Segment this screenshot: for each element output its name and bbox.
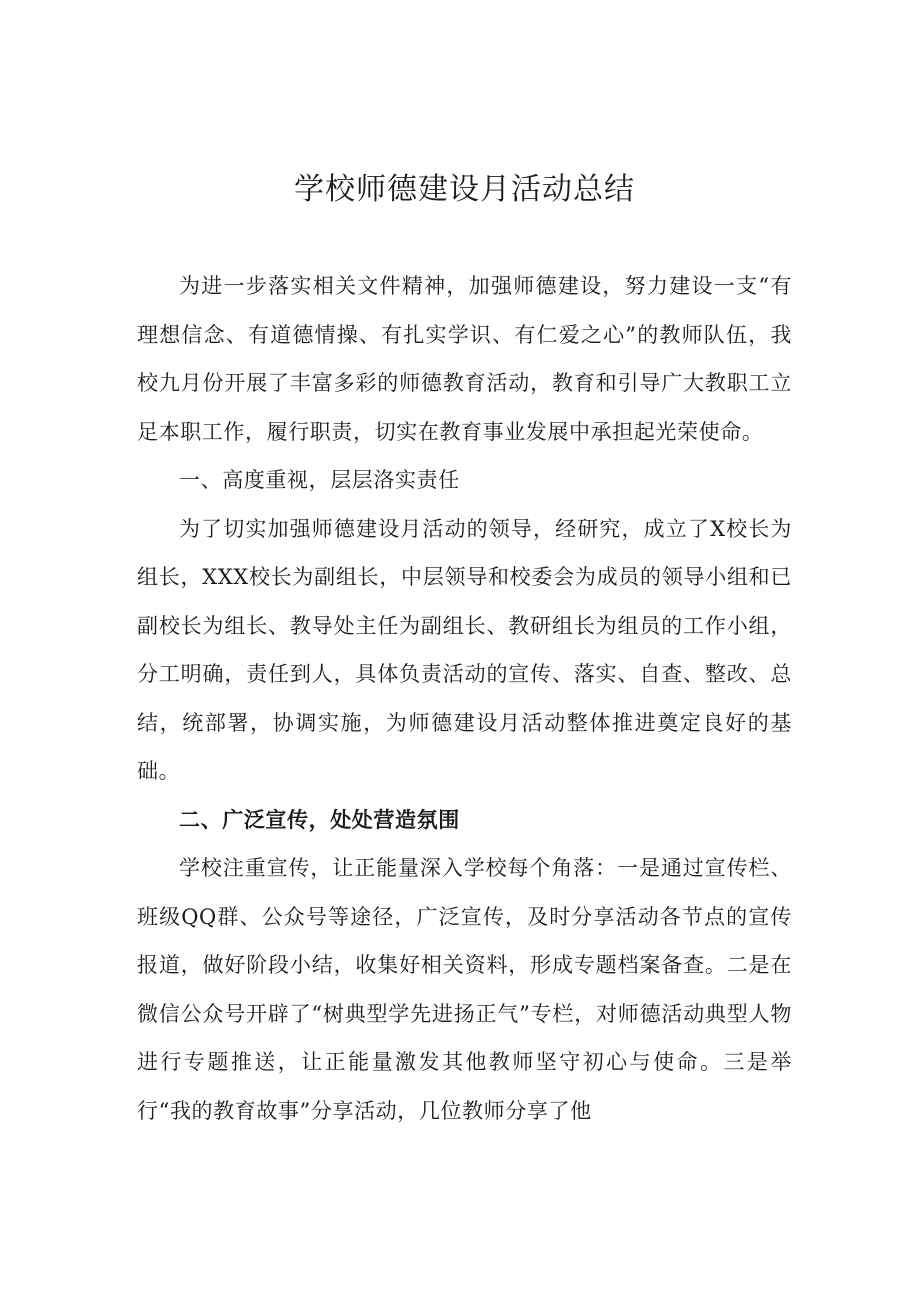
section-heading-1: 一、高度重视，层层洛实责任	[179, 468, 460, 492]
document-body	[137, 262, 792, 1135]
document-title: 学校师德建设月活动总结	[294, 172, 635, 207]
section-heading-2: 二、广泛宣传，处处营造氛围	[179, 807, 460, 832]
intro-paragraph: 为进一步落实相关文件精神，加强师德建设，努力建设一支“有理想信念、有道德情操、有扎实学识、有仁爱之心”的教师队伍，我校九月份开展了丰富多彩的师德教育活动，教育和引导广大教职工立足本职工作，履行职责，切实在教育事业发展中承担起光荣使命。	[137, 274, 792, 444]
section-1-paragraph: 为了切实加强师德建设月活动的领导，经研究，成立了X校长为组长，XXX校长为副组长，中层领导和校委会为成员的领导小组和已副校长为组长、教导处主任为副组长、教研组长为组员的工作小组，分工明确，责任到人，具体负责活动的宣传、落实、自查、整改、总结，统部署，协调实施，为师德建设月活动整体推进奠定良好的基础。	[137, 516, 792, 783]
section-2-paragraph: 学校注重宣传，让正能量深入学校每个角落：一是通过宣传栏、班级QQ群、公众号等途径，广泛宣传，及时分享活动各节点的宣传报道，做好阶段小结，收集好相关资料，形成专题档案备查。二是在微信公众号开辟了“树典型学先进扬正气”专栏，对师德活动典型人物进行专题推送，让正能量激发其他教师坚守初心与使命。三是举行“我的教育故事”分享活动，几位教师分享了他	[137, 856, 792, 1123]
